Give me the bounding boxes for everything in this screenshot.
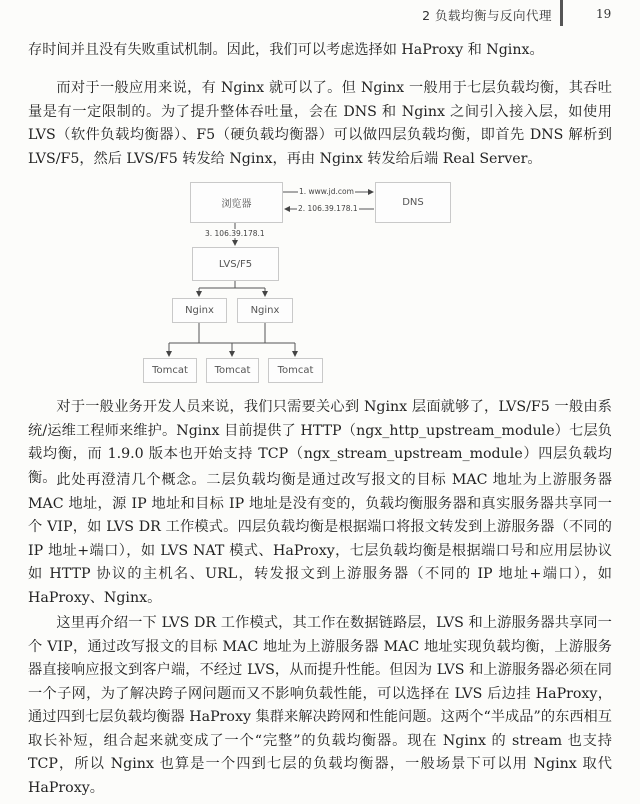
- page-number: 19: [596, 7, 612, 21]
- paragraph-access-layer: 而对于一般应用来说，有 Nginx 就可以了。但 Nginx 一般用于七层负载均衡，其吞吐量是有一定限制的。为了提升整体吞吐量，会在 DNS 和 Nginx 之间引入接入层，如使用 LVS（软件负载均衡器）、F5（硬负载均衡器）可以做四层负载均衡，即首先 DNS 解析到 LVS/F5，然后 LVS/F5 转发给 Nginx，再由 Nginx 转发给后端 Real Server。: [28, 80, 612, 167]
- node-tomcat-2: Tomcat: [206, 358, 259, 383]
- node-tomcat-1: Tomcat: [143, 358, 197, 383]
- edge-label-step1: 1. www.jd.com: [299, 187, 354, 196]
- edge-label-step2: 2. 106.39.178.1: [298, 204, 358, 213]
- node-lvs-f5: LVS/F5: [192, 247, 279, 281]
- node-tomcat-3: Tomcat: [268, 358, 323, 383]
- node-nginx-1: Nginx: [172, 298, 227, 323]
- chapter-title: 2 负载均衡与反向代理: [422, 8, 552, 23]
- edge-label-step3: 3. 106.39.178.1: [205, 229, 265, 238]
- node-nginx-2: Nginx: [237, 298, 293, 323]
- paragraph-nginx-layers: 对于一般业务开发人员来说，我们只需要关心到 Nginx 层面就够了，LVS/F5 一般由系统/运维工程师来维护。Nginx 目前提供了 HTTP（ngx_http_upstream_module）七层负载均衡，而 1.9.0 版本也开始支持 TCP（ngx_stream_upstream_module）四层负载均衡。: [28, 399, 612, 486]
- node-dns: DNS: [375, 182, 451, 223]
- header-divider: [560, 0, 563, 26]
- node-browser: 浏览器: [190, 182, 283, 223]
- paragraph-lvs-dr: 这里再介绍一下 LVS DR 工作模式，其工作在数据链路层，LVS 和上游服务器共享同一个 VIP，通过改写报文的目标 MAC 地址为上游服务器 MAC 地址实现负载均衡，上游服务器直接响应报文到客户端，不经过 LVS，从而提升性能。但因为 LVS 和上游服务器必须在同一个子网，为了解决跨子网问题而又不影响负载性能，可以选择在 LVS 后边挂 HaProxy，通过四到七层负载均衡器 HaProxy 集群来解决跨网和性能问题。这两个“半成品”的东西相互取长补短，组合起来就变成了一个“完整”的负载均衡器。现在 Nginx 的 stream 也支持 TCP，所以 Nginx 也算是一个四到七层的负载均衡器，一般场景下可以用 Nginx 取代 HaProxy。: [28, 615, 612, 796]
- page-header: [0, 0, 640, 28]
- paragraph-continuation: 存时间并且没有失败重试机制。因此，我们可以考虑选择如 HaProxy 和 Nginx。: [28, 42, 544, 58]
- paragraph-concepts: 此处再澄清几个概念。二层负载均衡是通过改写报文的目标 MAC 地址为上游服务器 MAC 地址，源 IP 地址和目标 IP 地址是没有变的，负载均衡服务器和真实服务器共享同一个 VIP，如 LVS DR 工作模式。四层负载均衡是根据端口将报文转发到上游服务器（不同的 IP 地址+端口），如 LVS NAT 模式、HaProxy，七层负载均衡是根据端口号和应用层协议如 HTTP 协议的主机名、URL，转发报文到上游服务器（不同的 IP 地址+端口），如 HaProxy、Nginx。: [28, 472, 612, 606]
